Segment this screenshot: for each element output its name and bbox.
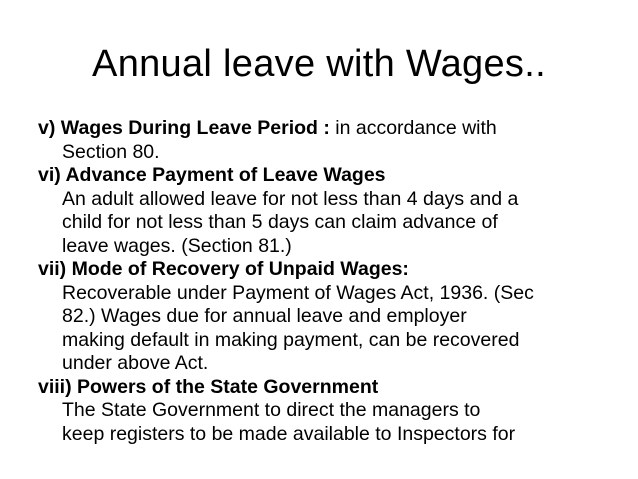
section-viii-heading [38, 376, 618, 400]
section-v-line-2: Section 80. [62, 140, 160, 163]
section-vii-line: 82.) Wages due for annual leave and employer [62, 305, 467, 327]
section-vii-line: under above Act. [62, 352, 209, 374]
section-vi-line: leave wages. (Section 81.) [62, 234, 292, 257]
slide-title: Annual leave with Wages.. [92, 43, 546, 85]
section-vi-heading-text: vi) Advance Payment of Leave Wages [38, 164, 386, 186]
section-viii-line: keep registers to be made available to Inspectors for [62, 422, 516, 445]
section-vii-line: Recoverable under Payment of Wages Act, 1936. (Sec [62, 281, 534, 304]
section-v-text: in accordance with [329, 117, 497, 139]
section-vi-line: child for not less than 5 days can claim advance of [62, 211, 498, 233]
section-vii-heading-text: vii) Mode of Recovery of Unpaid Wages: [38, 258, 409, 280]
section-viii-heading-text: viii) Powers of the State Government [38, 375, 379, 398]
slide-body [38, 117, 618, 446]
section-vii-heading [38, 258, 618, 282]
section-viii-line: The State Government to direct the managers to [62, 399, 481, 421]
section-vi-line: An adult allowed leave for not less than 4 days and a [62, 187, 519, 210]
section-v-line-1 [38, 117, 618, 141]
section-vi-heading [38, 164, 618, 188]
section-vii-line: making default in making payment, can be recovered [62, 328, 520, 351]
section-v-heading: v) Wages During Leave Period : [38, 117, 330, 139]
